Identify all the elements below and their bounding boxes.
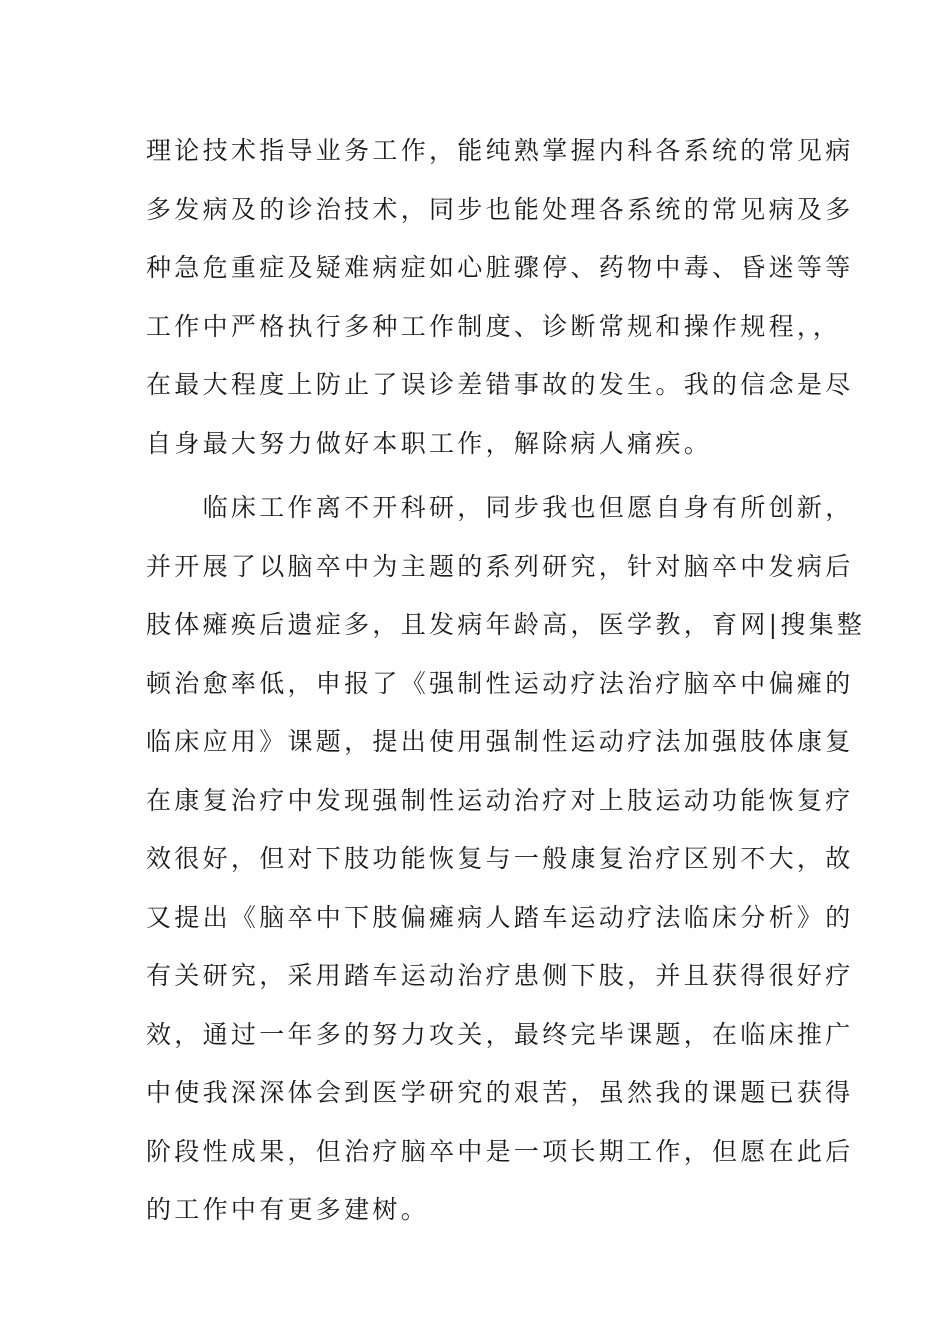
text-line: 理论技术指导业务工作，能纯熟掌握内科各系统的常见病 [146, 136, 854, 165]
text-line: 临床工作离不开科研，同步我也但愿自身有所创新， [146, 493, 854, 522]
text-line: 并开展了以脑卒中为主题的系列研究，针对脑卒中发病后 [146, 551, 854, 581]
paragraph-1 [146, 122, 854, 473]
text-line: 效很好，但对下肢功能恢复与一般康复治疗区别不大，故 [146, 844, 854, 873]
text-line: 又提出《脑卒中下肢偏瘫病人踏车运动疗法临床分析》的 [146, 902, 854, 932]
document-body [146, 122, 866, 1240]
text-line: 工作中严格执行多种工作制度、诊断常规和操作规程，， [146, 311, 842, 341]
text-line: 临床应用》课题，提出使用强制性运动疗法加强肢体康复 [146, 727, 854, 756]
text-line: 的工作中有更多建树。 [146, 1195, 430, 1224]
text-line: 自身最大努力做好本职工作，解除病人痛疾。 [146, 428, 713, 458]
paragraph-2 [146, 479, 866, 1240]
text-line: 中使我深深体会到医学研究的艰苦，虽然我的课题已获得 [146, 1078, 854, 1107]
text-line: 顿治愈率低，申报了《强制性运动疗法治疗脑卒中偏瘫的 [146, 668, 854, 698]
text-line: 肢体瘫痪后遗症多，且发病年龄高，医学教，育网|搜集整 [146, 610, 866, 639]
text-line: 效，通过一年多的努力攻关，最终完毕课题，在临床推广 [146, 1019, 854, 1049]
text-line: 阶段性成果，但治疗脑卒中是一项长期工作，但愿在此后 [146, 1136, 854, 1166]
text-line: 种急危重症及疑难病症如心脏骤停、药物中毒、昏迷等等 [146, 253, 854, 282]
text-line: 在最大程度上防止了误诊差错事故的发生。我的信念是尽 [146, 370, 854, 399]
text-line: 在康复治疗中发现强制性运动治疗对上肢运动功能恢复疗 [146, 785, 854, 815]
text-line: 有关研究，采用踏车运动治疗患侧下肢，并且获得很好疗 [146, 961, 854, 990]
text-line: 多发病及的诊治技术，同步也能处理各系统的常见病及多 [146, 194, 854, 224]
